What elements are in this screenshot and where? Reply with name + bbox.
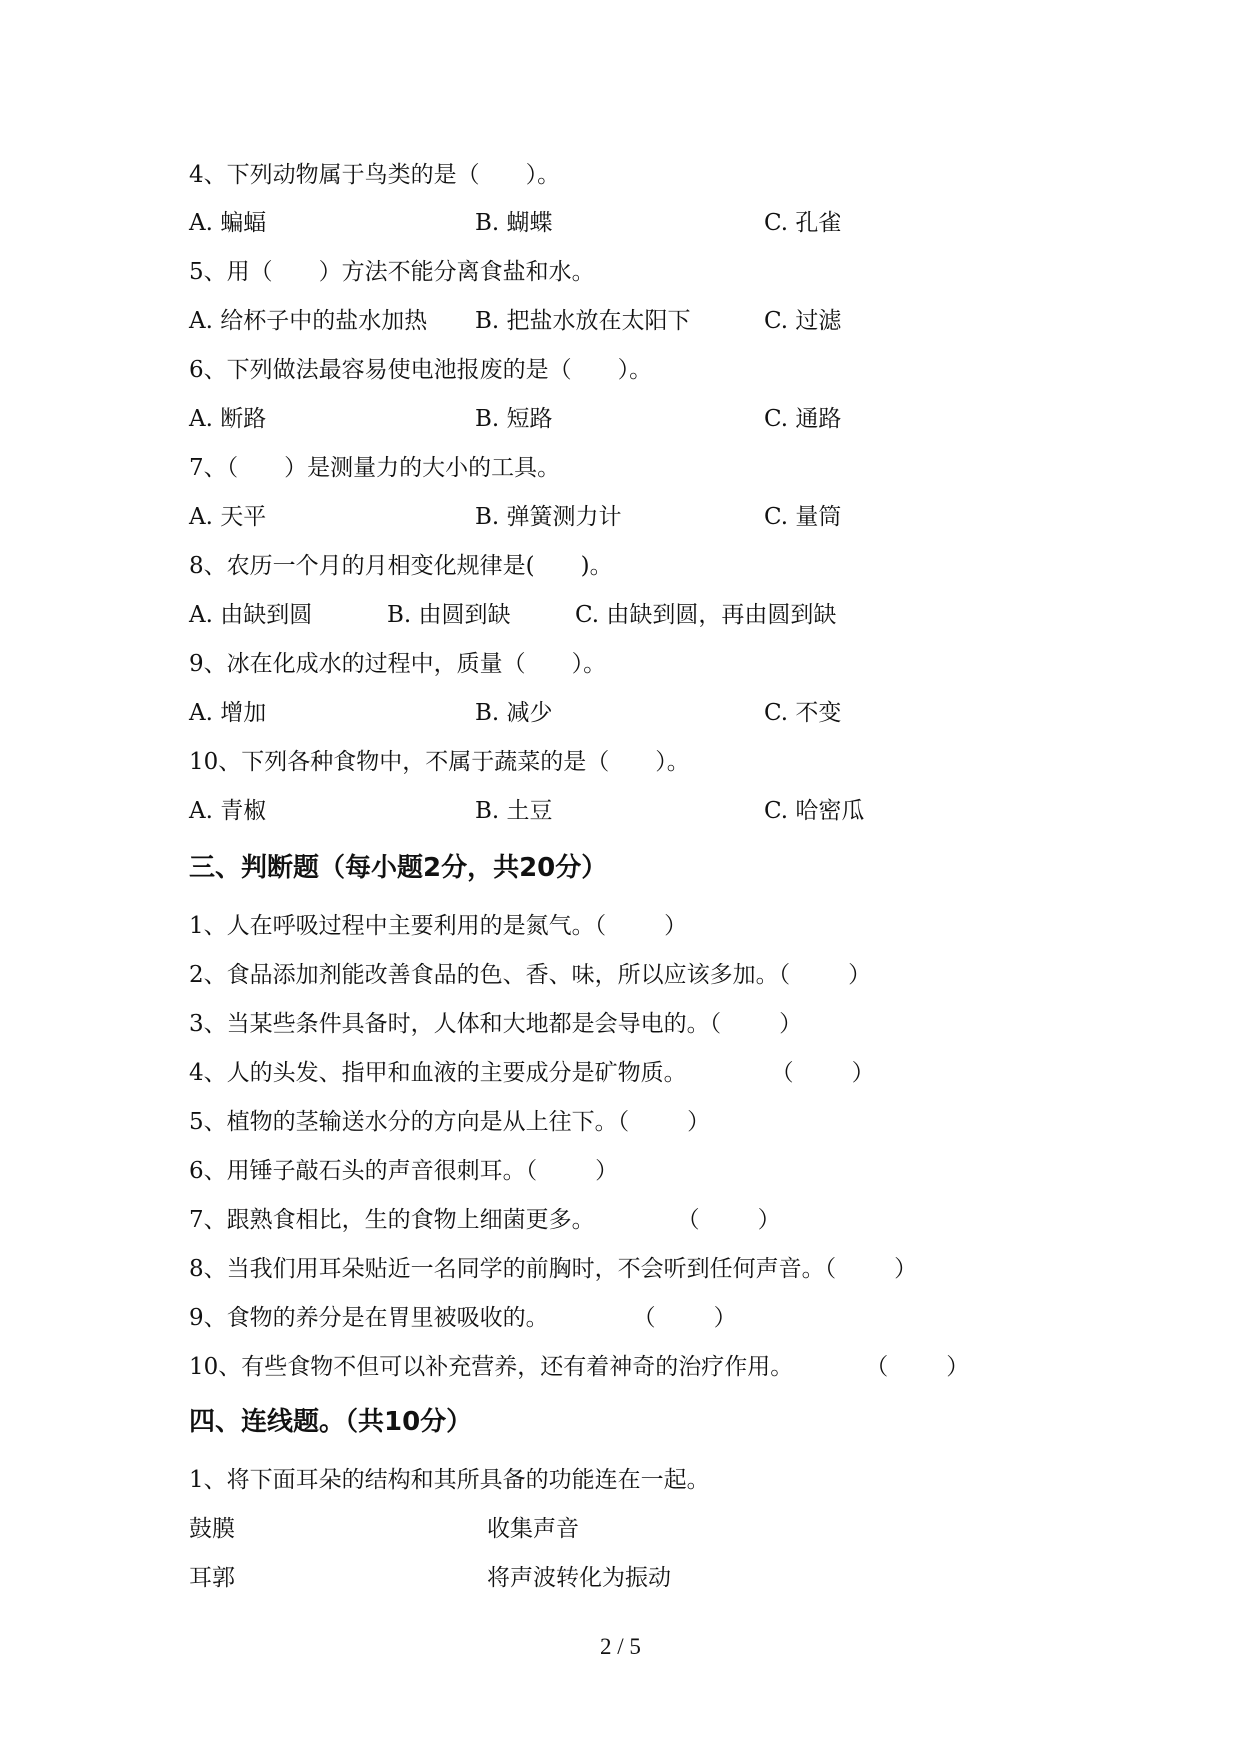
- question-5-option-c: C. 过滤: [764, 308, 842, 334]
- question-10-option-c: C. 哈密瓜: [764, 798, 865, 824]
- question-6-option-a: A. 断路: [189, 406, 267, 432]
- question-8-option-c: C. 由缺到圆，再由圆到缺: [575, 602, 837, 628]
- question-4-option-b: B. 蝴蝶: [475, 210, 553, 236]
- tf-item-5: [189, 1107, 710, 1137]
- tf-item-4: [189, 1058, 875, 1088]
- question-7-option-c: C. 量筒: [764, 504, 842, 530]
- question-10-option-b: B. 土豆: [475, 798, 553, 824]
- matching-question-1: 1、将下面耳朵的结构和其所具备的功能连在一起。: [189, 1467, 710, 1493]
- tf-item-4-close: ）: [851, 1060, 875, 1086]
- tf-item-9-text: 9、食物的养分是在胃里被吸收的。: [189, 1305, 549, 1331]
- question-5-option-b: B. 把盐水放在太阳下: [475, 308, 691, 334]
- tf-item-10-close: ）: [946, 1354, 970, 1380]
- tf-item-9-close: ）: [713, 1305, 737, 1331]
- question-6-stem: 6、下列做法最容易使电池报废的是（ ）。: [189, 357, 653, 383]
- matching-right-2: 将声波转化为振动: [487, 1565, 671, 1591]
- tf-item-2: [189, 960, 871, 990]
- tf-item-8-close: ）: [894, 1256, 918, 1282]
- tf-item-2-close: ）: [848, 962, 872, 988]
- matching-left-1: 鼓膜: [189, 1516, 235, 1542]
- question-7-option-a: A. 天平: [189, 504, 267, 530]
- tf-item-4-open: （: [770, 1060, 794, 1086]
- question-9-option-b: B. 减少: [475, 700, 553, 726]
- question-7-stem: 7、（ ）是测量力的大小的工具。: [189, 455, 561, 481]
- question-9-stem: 9、冰在化成水的过程中，质量（ ）。: [189, 651, 607, 677]
- question-6-option-b: B. 短路: [475, 406, 553, 432]
- question-4-option-c: C. 孔雀: [764, 210, 842, 236]
- question-5-stem: 5、用（ ）方法不能分离食盐和水。: [189, 259, 595, 285]
- matching-right-1: 收集声音: [487, 1516, 579, 1542]
- tf-item-5-text: 5、植物的茎输送水分的方向是从上往下。（: [189, 1109, 630, 1135]
- question-10-option-a: A. 青椒: [189, 798, 267, 824]
- question-9-option-a: A. 增加: [189, 700, 267, 726]
- tf-item-9-open: （: [632, 1305, 656, 1331]
- tf-item-6-close: ）: [595, 1158, 619, 1184]
- tf-item-9: [189, 1303, 737, 1333]
- question-8-stem: 8、农历一个月的月相变化规律是( )。: [189, 553, 613, 579]
- question-8-option-b: B. 由圆到缺: [387, 602, 511, 628]
- section-3-heading: 三、判断题（每小题2分，共20分）: [189, 853, 608, 883]
- tf-item-10-text: 10、有些食物不但可以补充营养，还有着神奇的治疗作用。: [189, 1354, 794, 1380]
- section-4-heading: 四、连线题。（共10分）: [189, 1407, 473, 1437]
- tf-item-3-close: ）: [779, 1011, 803, 1037]
- tf-item-1: [189, 911, 687, 941]
- question-4-option-a: A. 蝙蝠: [189, 210, 267, 236]
- tf-item-1-text: 1、人在呼吸过程中主要利用的是氮气。（: [189, 913, 607, 939]
- tf-item-10: [189, 1352, 969, 1382]
- tf-item-7-text: 7、跟熟食相比，生的食物上细菌更多。: [189, 1207, 595, 1233]
- tf-item-3: [189, 1009, 802, 1039]
- question-9-option-c: C. 不变: [764, 700, 842, 726]
- tf-item-6: [189, 1156, 618, 1186]
- tf-item-8-text: 8、当我们用耳朵贴近一名同学的前胸时，不会听到任何声音。（: [189, 1256, 837, 1282]
- page-number: 2 / 5: [600, 1634, 641, 1659]
- question-6-option-c: C. 通路: [764, 406, 842, 432]
- tf-item-7: [189, 1205, 781, 1235]
- tf-item-3-text: 3、当某些条件具备时，人体和大地都是会导电的。（: [189, 1011, 722, 1037]
- question-7-option-b: B. 弹簧测力计: [475, 504, 622, 530]
- tf-item-1-close: ）: [664, 913, 688, 939]
- question-4-stem: 4、下列动物属于鸟类的是（ ）。: [189, 162, 561, 188]
- tf-item-5-close: ）: [687, 1109, 711, 1135]
- tf-item-6-text: 6、用锤子敲石头的声音很刺耳。（: [189, 1158, 538, 1184]
- tf-item-7-open: （: [676, 1207, 700, 1233]
- question-10-stem: 10、下列各种食物中，不属于蔬菜的是（ ）。: [189, 749, 690, 775]
- question-8-option-a: A. 由缺到圆: [189, 602, 313, 628]
- tf-item-2-text: 2、食品添加剂能改善食品的色、香、味，所以应该多加。（: [189, 962, 791, 988]
- question-5-option-a: A. 给杯子中的盐水加热: [189, 308, 428, 334]
- tf-item-8: [189, 1254, 917, 1284]
- tf-item-10-open: （: [865, 1354, 889, 1380]
- tf-item-7-close: ）: [757, 1207, 781, 1233]
- tf-item-4-text: 4、人的头发、指甲和血液的主要成分是矿物质。: [189, 1060, 687, 1086]
- matching-left-2: 耳郭: [189, 1565, 235, 1591]
